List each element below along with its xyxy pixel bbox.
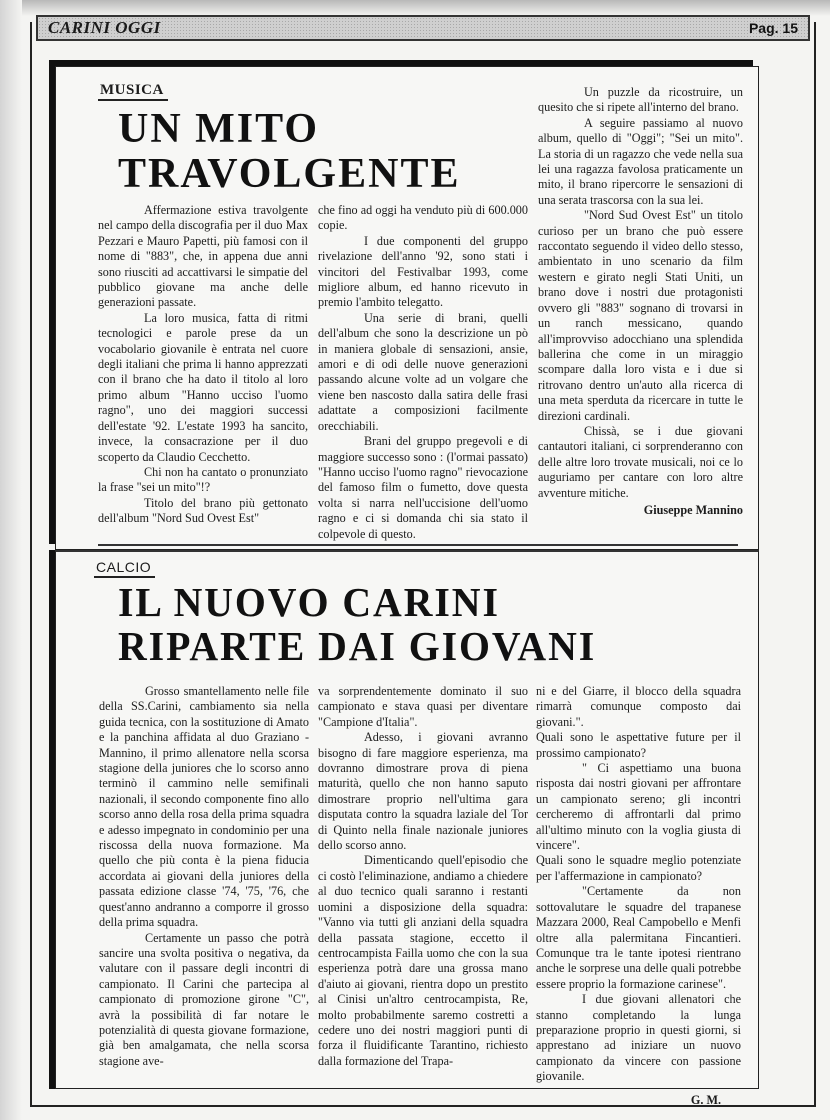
- music-column-1: [98, 203, 308, 527]
- headline-line-1: IL NUOVO CARINI: [118, 579, 500, 625]
- music-column-3: [538, 85, 743, 518]
- paragraph: Brani del gruppo pregevoli e di maggiore successo sono : (l'ormai passato) "Hanno ucciso l'uomo ragno" rievocazione del famoso film o fumetto, dove questa volta si narra nell'uccisione dell'uomo ragno e ci si domanda chi sia stato il colpevole di questo.: [318, 434, 528, 541]
- paragraph: Quali sono le aspettative future per il prossimo campionato?: [536, 730, 741, 760]
- paragraph: ni e del Giarre, il blocco della squadra rimarrà comunque composto dai giovani.".: [536, 684, 741, 729]
- masthead-logo: CARINI OGGI: [48, 18, 161, 37]
- headline-line-2: RIPARTE DAI GIOVANI: [118, 623, 597, 670]
- author-signature: G. M.: [690, 1092, 721, 1107]
- calcio-column-3: [536, 684, 741, 1108]
- paragraph: I due componenti del gruppo rivelazione dell'anno '92, sono stati i vincitori del Festivalbar 1993, come migliore album, ed hanno ricevuto in premio l'ambito telegatto.: [318, 233, 528, 310]
- paragraph: Dimenticando quell'episodio che ci costò l'eliminazione, andiamo a chiedere al duo tecnico quali saranno i restanti uomini a disposizione della squadra: "Vanno via tutti gli anziani della squadra della passata stagione, eccetto il centrocampista Failla uomo che con la sua esperienza potrà dare una grossa mano d'aiuto ai giovani, rientra dopo un prestito al Cinisi un'altro centrocampista, Re, molto probabilmente saremo costretti a cedere uno dei nostri maggiori punti di forza il fluidificante Tarantino, richiesto dalla formazione del Trapa-: [318, 853, 528, 1068]
- section-label-musica: MUSICA: [98, 81, 168, 101]
- paragraph: Chi non ha cantato o pronunziato la frase "sei un mito"!?: [98, 464, 308, 495]
- article-music: [55, 66, 759, 550]
- paragraph: Grosso smantellamento nelle file della SS.Carini, cambiamento sia nella guida tecnica, con la sostituzione di Amato e la panchina affidata al duo Graziano - Mannino, il primo allenatore nella scorsa stagione della juniores che lo scorso anno terminò il cammino nelle semifinali nazionali, il secondo componente fino allo scorso anno della rosa della prima squadra e adesso impegnato in condominio per una riscossa della nuova formazione. Ma quello che più conta è la piena fiducia accordata ai giovani della juniores della passata edizione classe '74, '75, '76, che quest'anno andranno a comporre il grosso della prima squadra.: [99, 684, 309, 930]
- paragraph: va sorprendentemente dominato il suo campionato e stava quasi per diventare "Campione d'Italia".: [318, 684, 528, 729]
- paragraph: Un puzzle da ricostruire, un quesito che si ripete all'interno del brano.: [538, 85, 743, 115]
- headline-line-1: UN MITO: [118, 106, 320, 152]
- article-calcio: [55, 550, 759, 1107]
- page-header: [36, 15, 810, 41]
- paragraph: "Nord Sud Ovest Est" un titolo curioso per un brano che può essere raccontato seguendo il video dello stesso, ambientato in uno scenario da film western e girato negli Stati Uniti, un brano dove i nostri due protagonisti ovvero gli "883" sognano di trovarsi in un ranch messicano, quando all'improvviso adocchiano una splendida ballerina che come in un miraggio scompare dalla loro vista e i due si ritrovano dentro un'auto alla ricerca di una meta sperduta da ricercare in tutte le direzioni cardinali.: [538, 208, 743, 423]
- author-signature: Giuseppe Mannino: [643, 502, 743, 517]
- section-label-calcio: CALCIO: [94, 558, 155, 578]
- article-divider: [98, 544, 738, 546]
- paragraph: " Ci aspettiamo una buona risposta dai nostri giovani per affrontare un campionato sereno; gli incontri cercheremo di affrontarli dal primo all'ultimo minuto con la voglia giusta di vincere".: [536, 761, 741, 853]
- paragraph: Certamente un passo che potrà sancire una svolta positiva o negativa, da valutare con il passare degli incontri di campionato. Il Carini che partecipa al campionato di promozione girone "C", avrà la possibilità di far notare le potenzialità di questa giovane formazione, già ben amalgamata, che nella scorsa stagione ave-: [99, 930, 309, 1068]
- headline-calcio: [118, 580, 596, 669]
- paragraph: che fino ad oggi ha venduto più di 600.000 copie.: [318, 203, 528, 233]
- paragraph: Adesso, i giovani avranno bisogno di fare maggiore esperienza, ma dovranno dimostrare prova di piena maturità, quello che non hanno saputo dimostrare proprio nell'ultima gara disputata contro la squadra laziale del Tor di Quinto nella finale nazionale juniores dello scorso anno.: [318, 730, 528, 853]
- paragraph: Quali sono le squadre meglio potenziate per l'affermazione in campionato?: [536, 853, 741, 883]
- calcio-column-2: [318, 684, 528, 1069]
- music-column-2: [318, 203, 528, 542]
- paragraph: I due giovani allenatori che stanno completando la lunga preparazione proprio in questi giorni, si apprestano ad iniziare un nuovo campionato da vincere con passione giovanile.: [536, 992, 741, 1084]
- paragraph: La loro musica, fatta di ritmi tecnologici e parole prese da un vocabolario giovanile è entrata nel cuore degli italiani che prima li hanno apprezzati con il brano che ha dato il titolo al loro primo album "Hanno ucciso l'uomo ragno", uno dei maggiori successi dell'estate '92. L'estate 1993 ha sancito, invece, la consacrazione per il duo scoperto da Claudio Cecchetto.: [98, 310, 308, 464]
- headline-music: [118, 107, 460, 198]
- paragraph: "Certamente da non sottovalutare le squadre del trapanese Mazzara 2000, Real Campobello e Menfi oltre alla palermitana Fincantieri. Comunque tra le tante ipotesi rientrano anche le sorprese una delle quali potrebbe essere proprio la formazione carinese".: [536, 884, 741, 991]
- page-number: Pag. 15: [748, 20, 798, 36]
- calcio-column-1: [99, 684, 309, 1069]
- paragraph: Affermazione estiva travolgente nel campo della discografia per il duo Max Pezzari e Mauro Papetti, più famosi con il nome di "883", che, in appena due anni sono riusciti ad accattivarsi le simpatie del pubblico giovane ma anche delle generazioni passate.: [98, 203, 308, 310]
- paragraph: Una serie di brani, quelli dell'album che sono la descrizione un pò in maniera globale di sensazioni, ansie, amori e di odi delle nuove generazioni passando alcune volte ad un volgare che viene ben nascosto dalla satira delle frasi adattate a composizioni facilmente orecchiabili.: [318, 310, 528, 433]
- paragraph: Titolo del brano più gettonato dell'album "Nord Sud Ovest Est": [98, 495, 308, 526]
- scan-shadow: [0, 0, 830, 16]
- headline-line-2: TRAVOLGENTE: [118, 151, 461, 198]
- paragraph: A seguire passiamo al nuovo album, quello di "Oggi"; "Sei un mito". La storia di un ragazzo che vede nella sua lei una ragazza favolosa praticamente un mito, il brano ripercorre le sensazioni di una serata trascorsa con la sua lei.: [538, 115, 743, 207]
- scan-edge: [0, 0, 22, 1120]
- paragraph: Chissà, se i due giovani cantautori italiani, ci sorprenderanno con delle altre loro trovate musicali, noi ce lo auguriamo per cantare con loro altre avventure mitiche.: [538, 423, 743, 500]
